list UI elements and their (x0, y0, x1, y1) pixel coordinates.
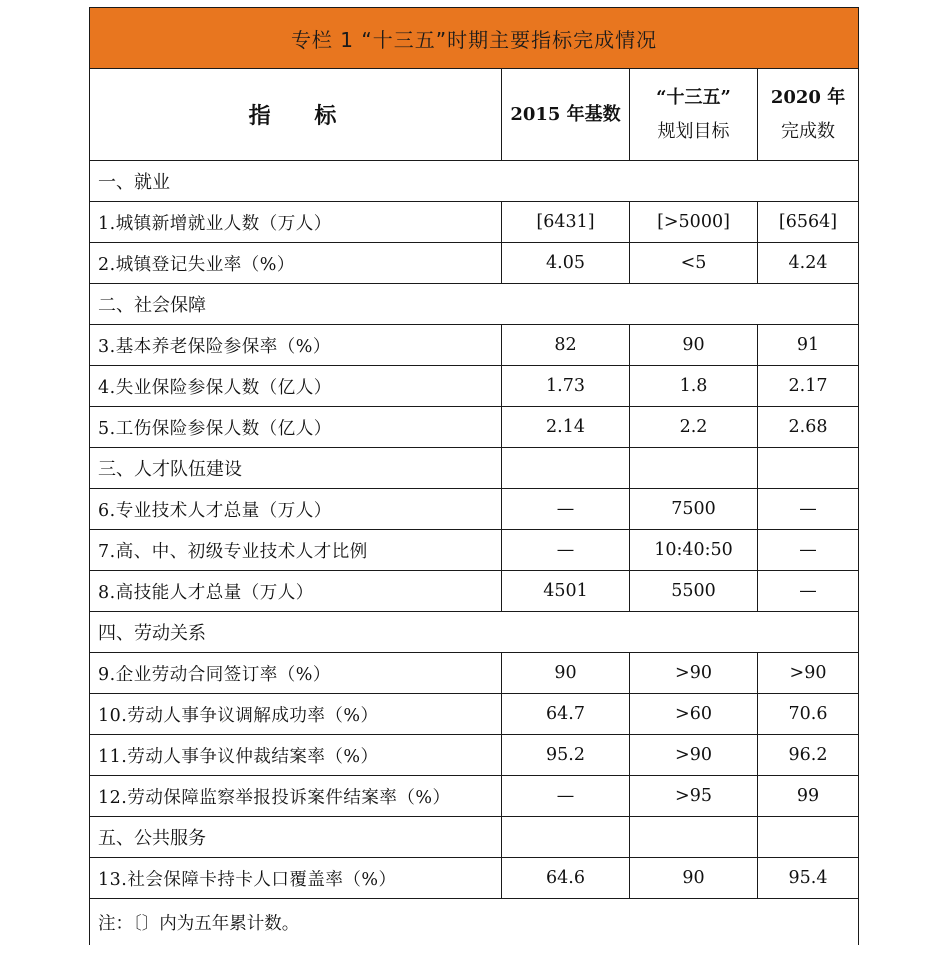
table-title: 专栏 1 “十三五”时期主要指标完成情况 (90, 8, 859, 69)
table-row (90, 858, 859, 899)
table-note: 注：〔〕内为五年累计数。 (90, 899, 859, 946)
value-2015: 1.73 (502, 366, 630, 407)
note-row (90, 899, 859, 946)
section-empty-cell (502, 817, 630, 858)
header-2015-label: 2015 年基数 (510, 103, 621, 125)
section-empty-cell (502, 284, 859, 325)
value-2020: 96.2 (758, 735, 859, 776)
table-row (90, 776, 859, 817)
value-2020: 2.17 (758, 366, 859, 407)
value-plan: 2.2 (630, 407, 758, 448)
table-row (90, 530, 859, 571)
value-2015: — (502, 530, 630, 571)
table-row (90, 653, 859, 694)
indicator-name: 9.企业劳动合同签订率（%） (90, 653, 502, 694)
value-2020: [6564] (758, 202, 859, 243)
table-row (90, 366, 859, 407)
section-row (90, 284, 859, 325)
table-row (90, 694, 859, 735)
table-row (90, 571, 859, 612)
indicator-name: 13.社会保障卡持卡人口覆盖率（%） (90, 858, 502, 899)
header-row (90, 69, 859, 161)
value-2020: 91 (758, 325, 859, 366)
section-row (90, 448, 859, 489)
section-empty-cell (502, 612, 859, 653)
section-row (90, 612, 859, 653)
value-2020: 99 (758, 776, 859, 817)
value-2020: — (758, 571, 859, 612)
value-2015: 95.2 (502, 735, 630, 776)
header-2020-line2: 完成数 (781, 120, 836, 142)
header-2020-line1: 2020 年 (770, 86, 846, 108)
section-empty-cell (758, 448, 859, 489)
value-2015: — (502, 489, 630, 530)
value-2020: 4.24 (758, 243, 859, 284)
value-plan: 90 (630, 858, 758, 899)
indicator-name: 4.失业保险参保人数（亿人） (90, 366, 502, 407)
value-2015: 2.14 (502, 407, 630, 448)
indicator-name: 12.劳动保障监察举报投诉案件结案率（%） (90, 776, 502, 817)
section-label: 四、劳动关系 (90, 612, 502, 653)
section-empty-cell (502, 161, 859, 202)
section-empty-cell (630, 448, 758, 489)
table-row (90, 202, 859, 243)
section-label: 一、就业 (90, 161, 502, 202)
indicator-name: 11.劳动人事争议仲裁结案率（%） (90, 735, 502, 776)
indicator-name: 8.高技能人才总量（万人） (90, 571, 502, 612)
value-plan: 5500 (630, 571, 758, 612)
value-plan: 1.8 (630, 366, 758, 407)
section-row (90, 817, 859, 858)
section-empty-cell (630, 817, 758, 858)
table-row (90, 407, 859, 448)
value-2020: 70.6 (758, 694, 859, 735)
value-plan: 7500 (630, 489, 758, 530)
indicator-table-container (89, 7, 858, 945)
value-2020: >90 (758, 653, 859, 694)
value-2020: 2.68 (758, 407, 859, 448)
section-label: 二、社会保障 (90, 284, 502, 325)
section-row (90, 161, 859, 202)
header-2020-actual (758, 69, 859, 161)
indicator-name: 10.劳动人事争议调解成功率（%） (90, 694, 502, 735)
value-plan: >90 (630, 735, 758, 776)
title-row (90, 8, 859, 69)
value-plan: >90 (630, 653, 758, 694)
value-2015: 82 (502, 325, 630, 366)
header-plan-line2: 规划目标 (657, 120, 730, 142)
header-2015-base (502, 69, 630, 161)
value-2020: 95.4 (758, 858, 859, 899)
table-row (90, 243, 859, 284)
header-plan-line1: “十三五” (656, 86, 731, 108)
value-2015: 4.05 (502, 243, 630, 284)
header-indicator: 指 标 (90, 69, 502, 161)
value-2015: — (502, 776, 630, 817)
table-row (90, 735, 859, 776)
value-plan: 10:40:50 (630, 530, 758, 571)
value-plan: <5 (630, 243, 758, 284)
section-label: 三、人才队伍建设 (90, 448, 502, 489)
value-2015: [6431] (502, 202, 630, 243)
indicator-name: 1.城镇新增就业人数（万人） (90, 202, 502, 243)
section-empty-cell (502, 448, 630, 489)
indicator-name: 6.专业技术人才总量（万人） (90, 489, 502, 530)
indicator-name: 5.工伤保险参保人数（亿人） (90, 407, 502, 448)
section-label: 五、公共服务 (90, 817, 502, 858)
indicator-name: 3.基本养老保险参保率（%） (90, 325, 502, 366)
value-plan: >95 (630, 776, 758, 817)
indicator-table (89, 7, 859, 945)
value-plan: 90 (630, 325, 758, 366)
header-plan-target (630, 69, 758, 161)
indicator-name: 2.城镇登记失业率（%） (90, 243, 502, 284)
value-plan: [>5000] (630, 202, 758, 243)
value-plan: >60 (630, 694, 758, 735)
value-2015: 4501 (502, 571, 630, 612)
value-2015: 90 (502, 653, 630, 694)
indicator-name: 7.高、中、初级专业技术人才比例 (90, 530, 502, 571)
section-empty-cell (758, 817, 859, 858)
value-2015: 64.7 (502, 694, 630, 735)
value-2020: — (758, 489, 859, 530)
table-row (90, 325, 859, 366)
value-2020: — (758, 530, 859, 571)
table-row (90, 489, 859, 530)
value-2015: 64.6 (502, 858, 630, 899)
